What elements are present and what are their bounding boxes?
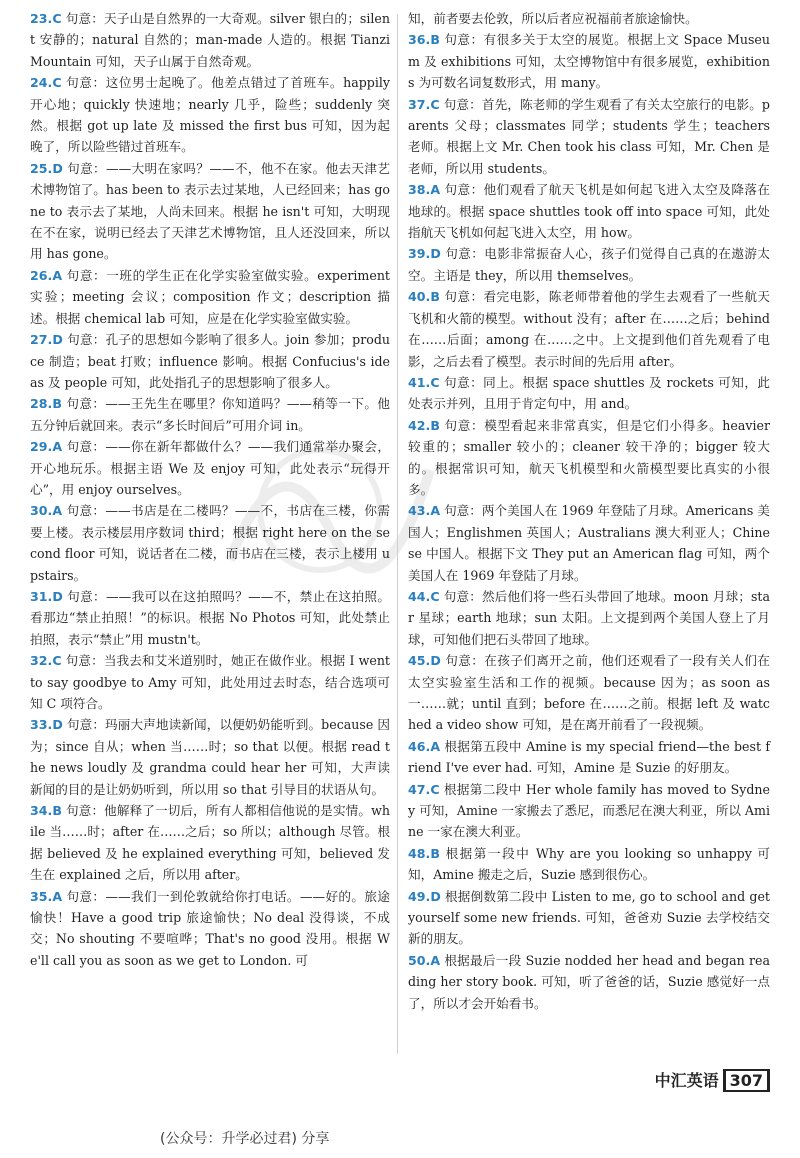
answer-item: 24.C 句意：这位男士起晚了。他差点错过了首班车。happily 开心地；quickly 快速地；nearly 几乎，险些；suddenly 突然。根据 got up late 及 missed the first bus 可知，因为起晚了，所以险些错过首班车。 — [30, 75, 390, 155]
answer-item: 39.D 句意：电影非常振奋人心，孩子们觉得自己真的在遨游太空。主语是 they，所以用 themselves。 — [408, 246, 770, 283]
answer-item: 45.D 句意：在孩子们离开之前，他们还观看了一段有关人们在太空实验室生活和工作的视频。because 因为；as soon as 一……就；until 直到；before 在……之前。根据 left 及 watched a video show 可知，是在离开前看了一段视频。 — [408, 653, 770, 733]
answer-item-continued: 知，前者要去伦敦，所以后者应祝福前者旅途愉快。 — [408, 11, 698, 26]
answer-item: 29.A 句意：——你在新年都做什么？——我们通常举办聚会，开心地玩乐。根据主语 We 及 enjoy 可知，此处表示“玩得开心”，用 enjoy ourselves。 — [30, 439, 390, 497]
left-column — [30, 8, 390, 971]
answer-item: 34.B 句意：他解释了一切后，所有人都相信他说的是实情。while 当……时；after 在……之后；so 所以；although 尽管。根据 believed 及 he explained everything 可知，believed 发生在 explained 之后，所以用 after。 — [30, 803, 390, 883]
answer-item: 32.C 句意：当我去和艾米道别时，她正在做作业。根据 I went to say goodbye to Amy 可知，此处用过去时态，结合选项可知 C 项符合。 — [30, 653, 390, 711]
column-divider — [397, 14, 398, 1054]
answer-item: 49.D 根据倒数第二段中 Listen to me, go to school and get yourself some new friends. 可知，爸爸劝 Suzie 去学校结交新的朋友。 — [408, 888, 770, 947]
answer-item: 42.B 句意：模型看起来非常真实，但是它们小得多。heavier 较重的；smaller 较小的；cleaner 较干净的；bigger 较大的。根据常识可知，航天飞机模型和火箭模型要比真实的小很多。 — [408, 417, 770, 497]
answer-item: 40.B 句意：看完电影，陈老师带着他的学生去观看了一些航天飞机和火箭的模型。without 没有；after 在……之后；behind 在……后面；among 在……之中。上文提到他们首先观看了电影，之后去看了模型。表示时间的先后用 after。 — [408, 289, 770, 369]
page-number: 307 — [723, 1069, 770, 1092]
answer-item: 36.B 句意：有很多关于太空的展览。根据上文 Space Museum 及 exhibitions 可知，太空博物馆中有很多展览，exhibitions 为可数名词复数形式，用 many。 — [408, 32, 770, 91]
answer-item: 44.C 句意：然后他们将一些石头带回了地球。moon 月球；star 星球；earth 地球；sun 太阳。上文提到两个美国人登上了月球，可知他们把石头带回了地球。 — [408, 588, 770, 647]
share-note: (公众号：升学必过君) 分享 — [160, 1131, 330, 1147]
answer-item: 26.A 句意：一班的学生正在化学实验室做实验。experiment 实验；meeting 会议；composition 作文；description 描述。根据 chemical lab 可知，应是在化学实验室做实验。 — [30, 267, 390, 326]
book-title: 中汇英语 — [654, 1071, 719, 1090]
answer-item: 27.D 句意：孔子的思想如今影响了很多人。join 参加；produce 制造；beat 打败；influence 影响。根据 Confucius's ideas 及 people 可知，此处指孔子的思想影响了很多人。 — [30, 332, 390, 390]
answer-item: 23.C 句意：天子山是自然界的一大奇观。silver 银白的；silent 安静的；natural 自然的；man-made 人造的。根据 Tianzi Mountain 可知，天子山属于自然奇观。 — [30, 11, 390, 69]
answer-item: 25.D 句意：——大明在家吗？——不，他不在家。他去天津艺术博物馆了。has been to 表示去过某地，人已经回来；has gone to 表示去了某地，人尚未回来。根据 he isn't 可知，大明现在不在家，说明已经去了天津艺术博物馆，且人还没回来，所以用 has gone。 — [30, 160, 390, 262]
right-column — [408, 8, 770, 1014]
answer-item: 48.B 根据第一段中 Why are you looking so unhappy 可知，Amine 搬走之后，Suzie 感到很伤心。 — [408, 845, 770, 883]
answer-item: 30.A 句意：——书店是在二楼吗？——不，书店在三楼，你需要上楼。表示楼层用序数词 third；根据 right here on the second floor 可知，说话者在二楼，而书店在三楼，表示上楼用 upstairs。 — [30, 503, 390, 583]
answer-item: 46.A 根据第五段中 Amine is my special friend—the best friend I've ever had. 可知，Amine 是 Suzie 的好朋友。 — [408, 738, 770, 776]
book-title-footer — [655, 1068, 770, 1091]
answer-item: 50.A 根据最后一段 Suzie nodded her head and began reading her story book. 可知，听了爸爸的话，Suzie 感觉好一点了，所以才会开始看书。 — [408, 952, 770, 1011]
answer-item: 28.B 句意：——王先生在哪里？你知道吗？——稍等一下。他五分钟后就回来。表示“多长时间后”可用介词 in。 — [30, 396, 390, 433]
answer-item: 33.D 句意：玛丽大声地读新闻，以便奶奶能听到。because 因为；since 自从；when 当……时；so that 以便。根据 read the news loudly 及 grandma could hear her 可知，大声读新闻的目的是让奶奶听到，所以用 so that 引导目的状语从句。 — [30, 717, 390, 797]
answer-item: 38.A 句意：他们观看了航天飞机是如何起飞进入太空及降落在地球的。根据 space shuttles took off into space 可知，此处指航天飞机如何起飞进入太空，用 how。 — [408, 182, 770, 241]
answer-item: 35.A 句意：——我们一到伦敦就给你打电话。——好的。旅途愉快！Have a good trip 旅途愉快；No deal 没得谈，不成交；No shouting 不要喧哗；That's no good 没用。根据 We'll call you as soon as we get to London. 可 — [30, 888, 390, 968]
answer-item: 47.C 根据第二段中 Her whole family has moved to Sydney 可知，Amine 一家搬去了悉尼，而悉尼在澳大利亚，所以 Amine 一家在澳大利亚。 — [408, 781, 770, 840]
answer-item: 43.A 句意：两个美国人在 1969 年登陆了月球。Americans 美国人；Englishmen 英国人；Australians 澳大利亚人；Chinese 中国人。根据下文 They put an American flag 可知，两个美国人在 1969 年登陆了月球。 — [408, 503, 770, 583]
answer-item: 41.C 句意：同上。根据 space shuttles 及 rockets 可知，此处表示并列，且用于肯定句中，用 and。 — [408, 374, 770, 412]
answer-item: 37.C 句意：首先，陈老师的学生观看了有关太空旅行的电影。parents 父母；classmates 同学；students 学生；teachers 老师。根据上文 Mr. Chen took his class 可知，Mr. Chen 是老师，所以用 students。 — [408, 96, 770, 176]
answer-item: 31.D 句意：——我可以在这拍照吗？——不，禁止在这拍照。看那边“禁止拍照！”的标识。根据 No Photos 可知，此处禁止拍照，表示“禁止”用 mustn't。 — [30, 588, 390, 647]
